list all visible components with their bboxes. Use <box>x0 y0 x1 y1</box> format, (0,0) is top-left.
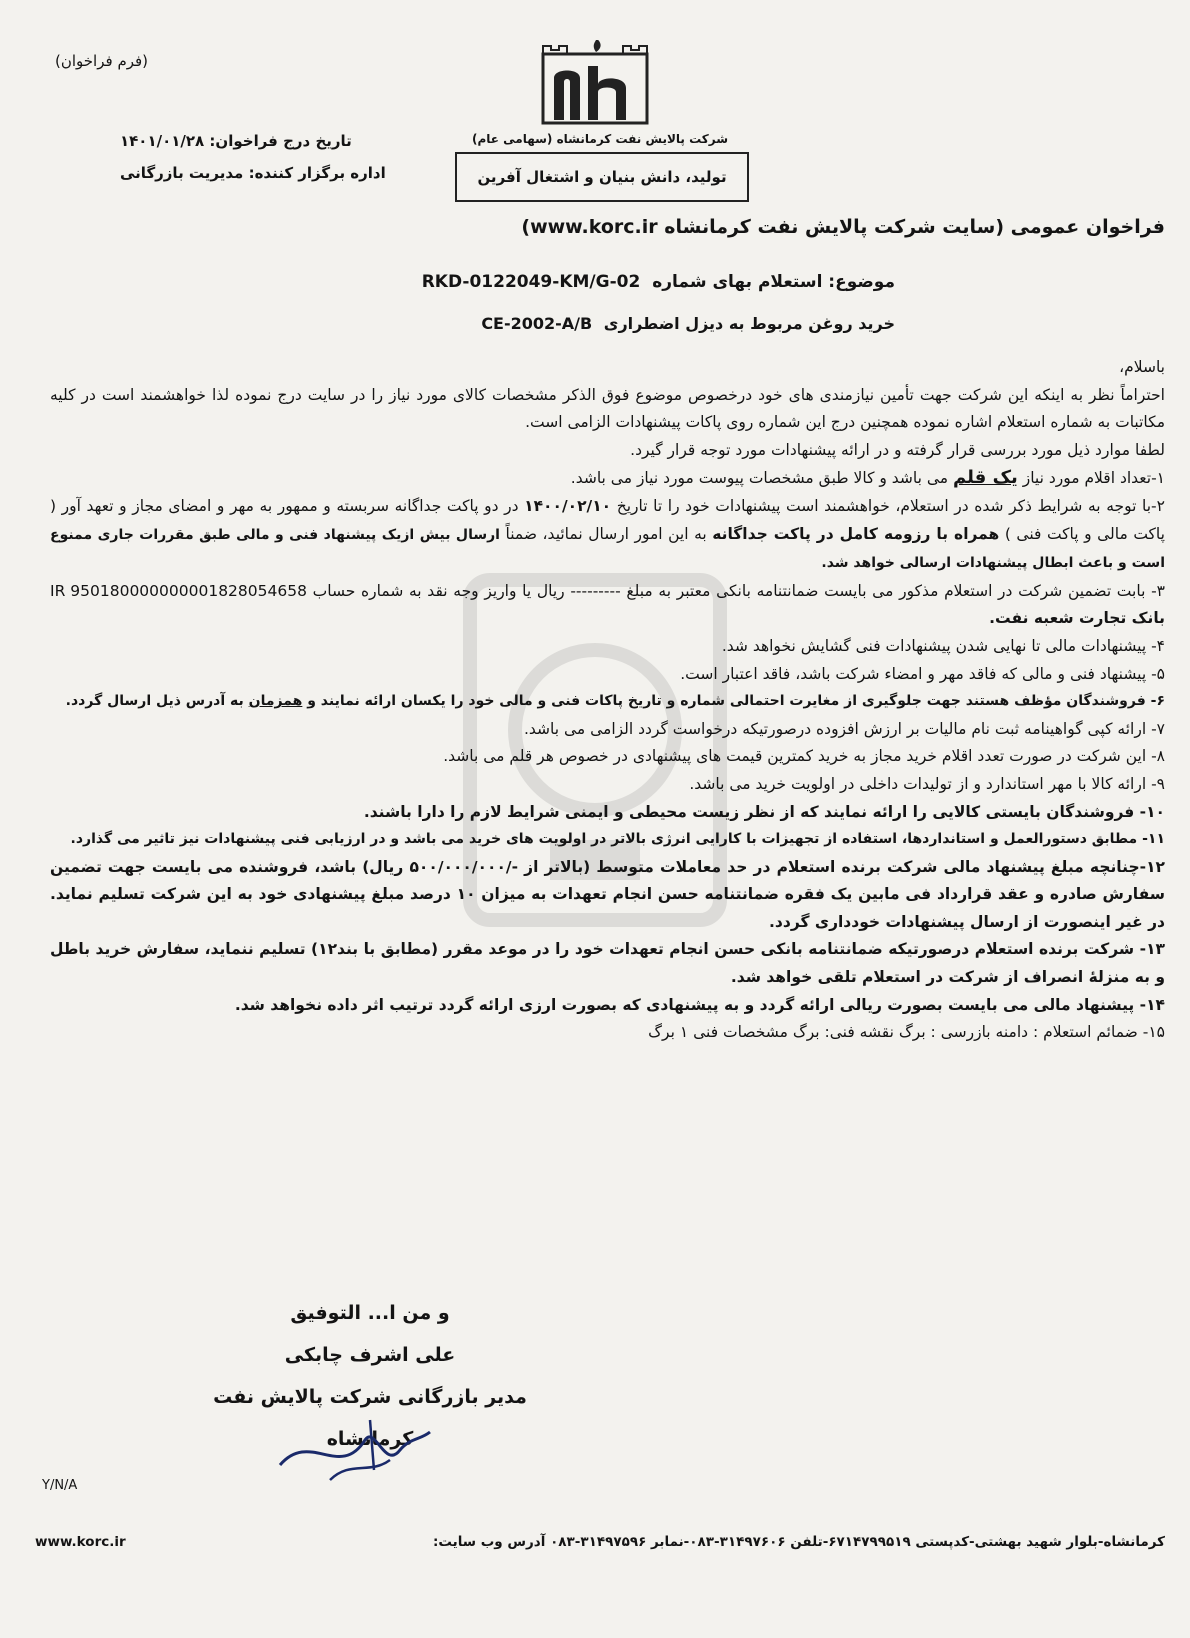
item-2: ۲-با توجه به شرایط ذکر شده در استعلام، خواهشمند است پیشنهادات خود را تا تاریخ ۱۴۰۰/۰۲/۱۰ در دو پاکت جداگانه سربسته و ممهور به مهر و امضای مجاز و تعهد آور ( پاکت مالی و پاکت فنی ) همراه با رزومه کامل در پاکت جداگانه به این امور ارسال نمائید، ضمناً ارسال بیش ازیک پیشنهاد فنی و مالی طبق مقررات جاری ممنوع است و باعث ابطال پیشنهادات ارسالی خواهد شد. <box>50 496 1165 572</box>
subject-line <box>422 272 895 292</box>
company-logo-icon <box>540 40 650 126</box>
item-12: ۱۲-چنانچه مبلغ پیشنهاد مالی شرکت برنده استعلام در حد معاملات متوسط (بالاتر از -/۵۰۰/۰۰۰/۰۰۰ ریال) باشد، فروشنده می بایست جهت تضمین سفارش صادره و عقد قرارداد فی مابین یک فقره ضمانتنامه حسن انجام تعهدات به میزان ۱۰ درصد مبلغ پیشنهادی خود به این شرکت تسلیم نماید. در غیر اینصورت از ارسال پیشنهادات خودداری گردد. <box>50 857 1165 931</box>
item-10: ۱۰- فروشندگان بایستی کالایی را ارائه نمایند که از نظر زیست محیطی و ایمنی شرایط لازم را دارا باشند. <box>363 802 1165 821</box>
item-count: یک قلم <box>953 467 1018 489</box>
item-code: CE-2002-A/B <box>481 314 593 333</box>
footer-address: کرمانشاه-بلوار شهید بهشتی-کدپستی ۶۷۱۴۷۹۹۵۱۹-تلفن ۳۱۴۹۷۶۰۶-۰۸۳-نمابر ۳۱۴۹۷۵۹۶-۰۸۳ آدرس وب سایت: <box>432 1534 1165 1550</box>
intro-paragraph-2: لطفا موارد ذیل مورد بررسی قرار گرفته و در ارائه پیشنهادات مورد توجه قرار گیرد. <box>630 440 1165 459</box>
publish-date: تاریخ درج فراخوان: ۱۴۰۱/۰۱/۲۸ <box>120 132 352 150</box>
inquiry-number: RKD-0122049-KM/G-02 <box>421 272 641 292</box>
footer <box>35 1534 1165 1550</box>
footer-website-link[interactable]: www.korc.ir <box>35 1534 126 1550</box>
item-9: ۹- ارائه کالا با مهر استاندارد و از تولیدات داخلی در اولویت خرید می باشد. <box>689 774 1165 793</box>
item-15: ۱۵- ضمائم استعلام : دامنه بازرسی : برگ نقشه فنی: برگ مشخصات فنی ۱ برگ <box>648 1023 1165 1042</box>
greeting: باسلام، <box>1119 358 1165 376</box>
item-description: خرید روغن مربوط به دیزل اضطراری <box>603 314 895 333</box>
company-name: شرکت پالایش نفت کرمانشاه (سهامی عام) <box>471 132 729 146</box>
closing-phrase: و من ا... التوفیق <box>290 1302 450 1324</box>
motto-text: تولید، دانش بنیان و اشتغال آفرین <box>477 168 727 186</box>
motto-box <box>455 152 749 202</box>
item-14: ۱۴- پیشنهاد مالی می بایست بصورت ریالی ارائه گردد و به پیشنهادی که بصورت ارزی ارائه گردد ترتیب اثر داده نخواهد شد. <box>234 995 1165 1014</box>
signatory-name: علی اشرف چابکی <box>284 1344 456 1366</box>
item-7: ۷- ارائه کپی گواهینامه ثبت نام مالیات بر ارزش افزوده درصورتیکه درخواست گردد الزامی می باشد. <box>523 719 1165 738</box>
item-3: ۳- بابت تضمین شرکت در استعلام مذکور می بایست ضمانتنامه بانکی معتبر به مبلغ --------- ریال یا واریز وجه نقد به شماره حساب IR 950180000000001828054658 بانک تجارت شعبه نفت. <box>50 578 1165 633</box>
signature-icon <box>270 1410 440 1490</box>
signatory-title: مدیر بازرگانی شرکت پالایش نفت کرمانشاه <box>213 1386 527 1450</box>
yna-code: Y/N/A <box>42 1478 78 1493</box>
item-13: ۱۳- شرکت برنده استعلام درصورتیکه ضمانتنامه بانکی حسن انجام تعهدات خود را در موعد مقرر (مطابق با بند۱۲) تسلیم ننماید، سفارش خرید باطل و به منزلهٔ انصراف از شرکت در استعلام تلقی خواهد شد. <box>50 940 1165 987</box>
item-5: ۵- پیشنهاد فنی و مالی که فاقد مهر و امضاء شرکت باشد، فاقد اعتبار است. <box>680 664 1165 683</box>
intro-paragraph: احتراماً نظر به اینکه این شرکت جهت تأمین نیازمندی های خود درخصوص موضوع فوق الذکر مشخصات کالای مورد نیاز را در سایت درج نموده لذا خواهشمند است در کلیه مکاتبات به شماره استعلام اشاره نموده همچنین درج این شماره روی پاکات پیشنهادات الزامی است. <box>50 385 1165 432</box>
item-8: ۸- این شرکت در صورت تعدد اقلام خرید مجاز به خرید کمترین قیمت های پیشنهادی در خصوص هر قلم می باشد. <box>443 747 1165 766</box>
account-iban: IR 950180000000001828054658 <box>50 581 307 600</box>
item-title <box>481 314 895 333</box>
item-6: ۶- فروشندگان مؤظف هستند جهت جلوگیری از مغایرت احتمالی شماره و تاریخ پاکات فنی و مالی خود را یکسان ارائه نمایند و همزمان به آدرس ذیل ارسال گردد. <box>65 693 1165 710</box>
organizer-office: اداره برگزار کننده: مدیریت بازرگانی <box>120 164 386 182</box>
deadline-date: ۱۴۰۰/۰۲/۱۰ <box>524 496 612 515</box>
announcement-heading: فراخوان عمومی (سایت شرکت پالایش نفت کرمانشاه www.korc.ir) <box>521 216 1165 238</box>
item-4: ۴- پیشنهادات مالی تا نهایی شدن پیشنهادات فنی گشایش نخواهد شد. <box>721 636 1165 655</box>
item-11: ۱۱- مطابق دستورالعمل و استانداردها، استفاده از تجهیزات با کارایی انرژی بالاتر در اولویت های خرید می باشد و در ارزیابی فنی پیشنهادات نیز تاثیر می گذارد. <box>70 831 1165 848</box>
form-label: (فرم فراخوان) <box>55 52 149 70</box>
subject-label: موضوع: استعلام بهای شماره <box>652 272 895 292</box>
letter-body <box>50 354 1165 1047</box>
item-1: ۱-تعداد اقلام مورد نیاز یک قلم می باشد و کالا طبق مشخصات پیوست مورد نیاز می باشد. <box>570 467 1165 489</box>
